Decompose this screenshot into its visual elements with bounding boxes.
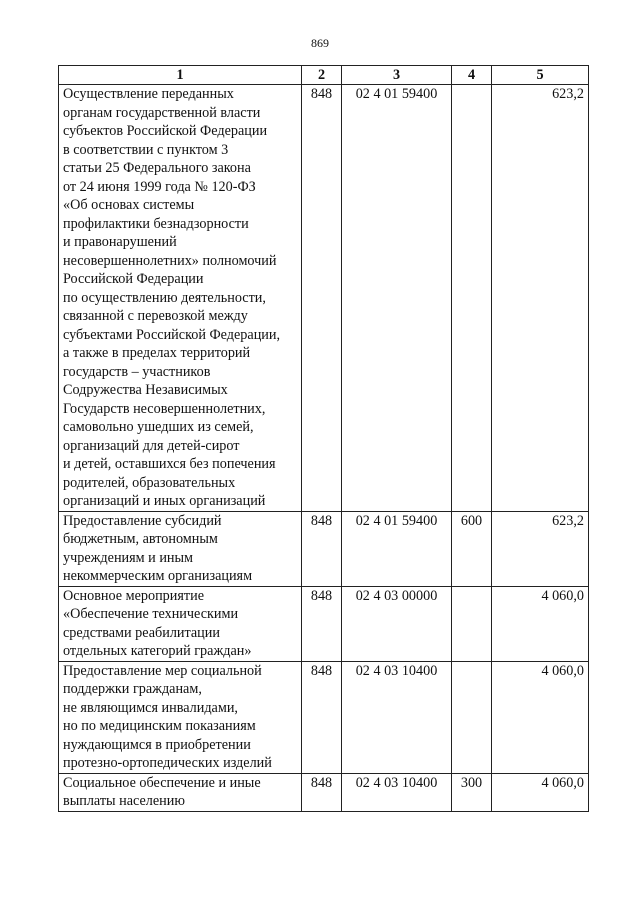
row-name: Предоставление субсидий бюджетным, автономным учреждениям и иным некоммерческим организациям (59, 511, 302, 586)
row-name: Осуществление переданных органам государственной власти субъектов Российской Федерации в соответствии с пунктом 3 статьи 25 Федерального закона от 24 июня 1999 года № 120-ФЗ «Об основах системы профилактики безнадзорности и правонарушений несовершеннолетних» полномочий Российской Федерации по осуществлению деятельности, связанной с перевозкой между субъектами Российской Федерации, а также в пределах территорий государств – участников Содружества Независимых Государств несовершеннолетних, самовольно ушедших из семей, организаций для детей-сирот и детей, оставшихся без попечения родителей, образовательных организаций и иных организаций (59, 85, 302, 512)
row-target-article: 02 4 03 00000 (342, 586, 452, 661)
row-name: Основное мероприятие «Обеспечение техническими средствами реабилитации отдельных категорий граждан» (59, 586, 302, 661)
header-col-2: 2 (302, 66, 342, 85)
row-expense-type: 600 (452, 511, 492, 586)
row-amount: 4 060,0 (492, 661, 589, 773)
table-row (59, 85, 589, 512)
row-expense-type (452, 661, 492, 773)
row-ministry: 848 (302, 661, 342, 773)
header-col-5: 5 (492, 66, 589, 85)
row-target-article: 02 4 03 10400 (342, 773, 452, 811)
row-target-article: 02 4 01 59400 (342, 511, 452, 586)
row-amount: 623,2 (492, 511, 589, 586)
page-number: 869 (311, 36, 329, 50)
row-target-article: 02 4 03 10400 (342, 661, 452, 773)
row-amount: 4 060,0 (492, 586, 589, 661)
header-col-1: 1 (59, 66, 302, 85)
row-ministry: 848 (302, 773, 342, 811)
row-target-article: 02 4 01 59400 (342, 85, 452, 512)
row-name: Социальное обеспечение и иные выплаты населению (59, 773, 302, 811)
row-expense-type (452, 586, 492, 661)
budget-table (58, 65, 589, 812)
row-ministry: 848 (302, 511, 342, 586)
header-col-3: 3 (342, 66, 452, 85)
table-row (59, 586, 589, 661)
table-row (59, 773, 589, 811)
row-name: Предоставление мер социальной поддержки гражданам, не являющимся инвалидами, но по медицинским показаниям нуждающимся в приобретении протезно-ортопедических изделий (59, 661, 302, 773)
row-ministry: 848 (302, 85, 342, 512)
row-expense-type (452, 85, 492, 512)
row-amount: 623,2 (492, 85, 589, 512)
row-amount: 4 060,0 (492, 773, 589, 811)
header-row (59, 66, 589, 85)
table-row (59, 661, 589, 773)
row-expense-type: 300 (452, 773, 492, 811)
header-col-4: 4 (452, 66, 492, 85)
table-row (59, 511, 589, 586)
row-ministry: 848 (302, 586, 342, 661)
